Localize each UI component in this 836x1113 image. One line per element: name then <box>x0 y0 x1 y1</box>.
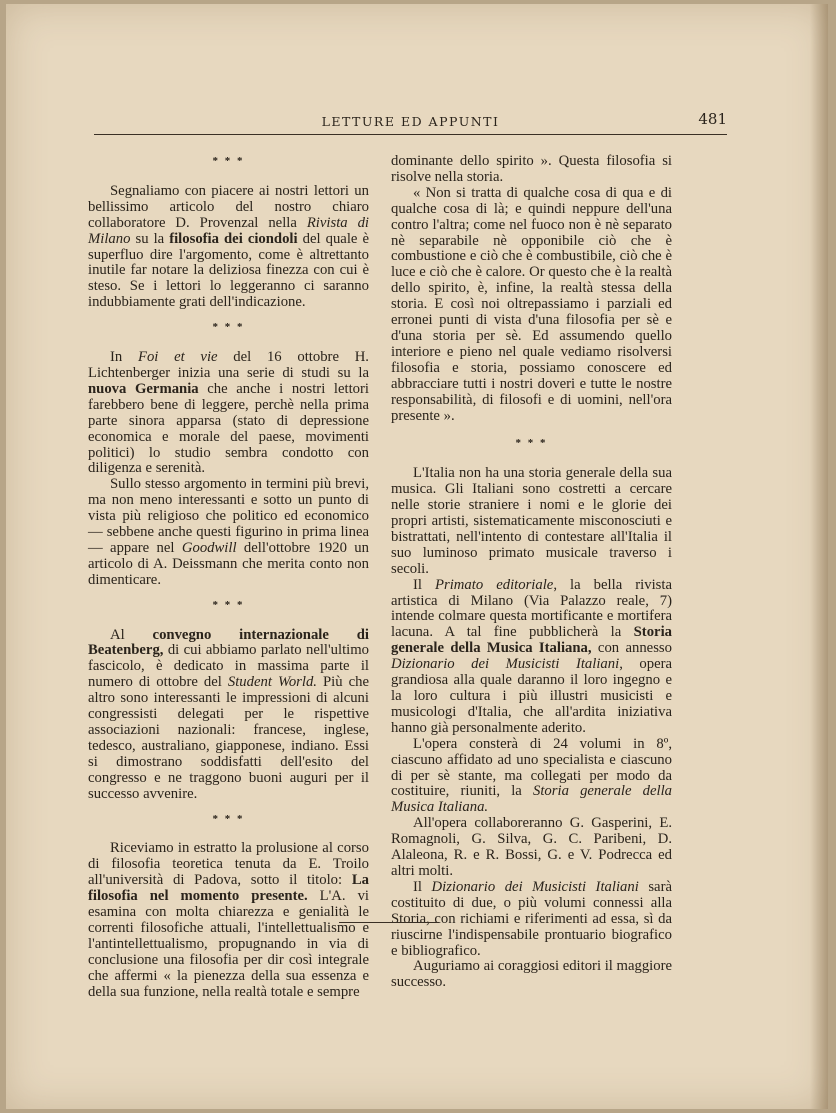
paragraph-troilo-quote: « Non si tratta di qualche cosa di qua e di qualche cosa di là; e quindi neppure dell'una contro l'altra; come nel fuoco non è nè separato nè separabile nè opponibile ciò che è combustione e ciò che è combustibile, ciò che è luce e ciò che è calore. Or questo che è la realtà dello spirito, è, infine, la realtà stessa della storia. E così noi oltrepassiamo i parziali ed erronei punti di vista d'una filosofia per sè e d'una storia per sè. Ed assumendo quello interiore e pieno nel quale vediamo risolversi filosofia e storia, possiamo conoscere ed abbracciare tutti i nostri doveri e tutte le nostre responsabilità, di filosofi e di uomini, nell'ora presente ». <box>391 184 672 424</box>
text-run: , opera grandiosa alla quale daranno il loro ingegno e la loro cultura i più illustri musicisti e musicologi d'Italia, che all'ardita iniziativa hanno già personalmente aderito. <box>391 656 672 736</box>
text-run: , la bella rivista artistica di Milano (Via Palazzo reale, 7) intende colmare questa mortificante e mortifera lacuna. A tal fine pubblicherà la <box>391 576 672 641</box>
italic-title: Dizionario dei Musicisti Italiani <box>391 656 620 673</box>
paragraph-deissmann <box>88 477 369 588</box>
paragraph-dizionario <box>391 880 672 960</box>
paragraph-beatenberg <box>88 628 369 803</box>
section-separator: * * * <box>212 155 245 167</box>
section-separator: * * * <box>212 321 245 334</box>
section-separator: * * * <box>515 437 548 450</box>
italic-title: Primato editoriale <box>435 576 554 593</box>
text-run: del quale è superfluo dire l'argomento, come è altrettanto inutile far notare la deliziosa finezza con cui è steso. Se i lettori lo leggeranno ci saranno indubbiamente grati dell'indicazione. <box>88 230 369 311</box>
text-run: In <box>110 349 138 366</box>
italic-title: Foi et vie <box>137 349 218 366</box>
text-run: Il <box>413 576 436 593</box>
text-run: Sullo stesso argomento in termini più brevi, ma non meno interessanti e sotto un punto di vista più religioso che politico ed economico — sebbene anche questi figurino in prima linea — appare nel <box>88 476 369 556</box>
text-run: del 16 ottobre H. Lichtenberger inizia una serie di studi su la <box>88 349 369 381</box>
paragraph-volumi <box>391 737 672 817</box>
running-header <box>94 110 727 135</box>
italic-title: Rivista di Milano <box>88 214 369 247</box>
text-run: Più che altro sono interessanti le impressioni di alcuni congressisti delegati per le rispettive associazioni nazionali: francese, inglese, tedesco, australiano, giapponese, indiano. Essi si dimostrano soddisfatti dell'esito del congresso e ne traggono buoni auguri per il successo avvenire. <box>88 674 369 802</box>
text-run: che anche i nostri lettori farebbero bene di leggere, perchè nella prima parte sinora apparsa (stato di depressione economica e morale del paese, movimenti politici) lo studio sembra condotto con diligenza e serenità. <box>88 380 369 477</box>
page-number: 481 <box>698 110 727 128</box>
paragraph-collaboratori: All'opera collaboreranno G. Gasperini, E. Romagnoli, G. Silva, G. C. Paribeni, D. Alaleona, R. e R. Bossi, G. e V. Podrecca ed altri molti. <box>391 815 672 879</box>
end-rule <box>339 922 439 923</box>
paragraph-troilo-continued: dominante dello spirito ». Questa filosofia si risolve nella storia. <box>391 153 672 185</box>
scanned-page <box>6 4 828 1109</box>
text-run: L'opera consterà di 24 volumi in 8º, ciascuno affidato ad uno specialista e ciascuno di per sè stante, ma collegati per modo da costituire, riuniti, la <box>391 735 672 800</box>
text-run: sarà costituito di due, o più volumi connessi alla Storia, con richiami e riferimenti ad essa, sì da riuscirne l'indispensabile prontuario biografico e bibliografico. <box>391 878 672 959</box>
left-column <box>88 154 369 1001</box>
italic-title: Student World. <box>227 674 317 691</box>
paragraph-troilo <box>88 841 369 1000</box>
running-title: LETTURE ED APPUNTI <box>321 114 500 129</box>
paragraph-italia-musica: L'Italia non ha una storia generale della sua musica. Gli Italiani sono costretti a cercare nelle storie straniere i nomi e le glorie dei propri artisti, sistematicamente misconosciuti e bistrattati, nell'intento di contestare all'Italia il suo luminoso primato musicale traverso i secoli. <box>391 465 672 577</box>
italic-title: Goodwill <box>181 539 237 556</box>
section-separator: * * * <box>212 598 245 611</box>
italic-title: Storia generale della Musica Italiana. <box>391 783 672 816</box>
text-run: Al <box>110 626 153 643</box>
paragraph-primato-editoriale <box>391 578 672 737</box>
right-column <box>391 154 672 991</box>
italic-title: Dizionario dei Musicisti Italiani <box>431 878 639 895</box>
text-run: su la <box>130 230 170 247</box>
paragraph-provenzal <box>88 184 369 311</box>
text-run: di cui abbiamo parlato nell'ultimo fascicolo, è dedicato in massima parte il numero di ottobre del <box>88 642 369 691</box>
bold-topic: convegno internazionale di Beatenberg, <box>88 626 370 659</box>
text-run: Segnaliamo con piacere ai nostri lettori un bellissimo articolo del nostro chiaro collaboratore D. Provenzal nella <box>88 182 369 231</box>
text-run: dell'ottobre 1920 un articolo di A. Deissmann che merita conto non dimenticare. <box>88 539 369 588</box>
bold-topic: Storia generale della Musica Italiana, <box>391 624 672 657</box>
section-separator: * * * <box>212 812 245 825</box>
bold-topic: La filosofia nel momento presente. <box>88 872 369 905</box>
text-run: Il <box>413 878 432 895</box>
text-run: L'A. vi esamina con molta chiarezza e genialità le correnti filosofiche attuali, l'intellettualismo e l'antintellettualismo, propugnando in via di conclusione una filosofia per dir così integrale che affermi « la pienezza della sua essenza e della sua funzione, nella realtà totale e sempre <box>88 888 369 1000</box>
bold-topic: filosofia dei ciondoli <box>169 230 298 247</box>
bold-topic: nuova Germania <box>88 380 199 397</box>
paragraph-auguri: Auguriamo ai coraggiosi editori il maggiore successo. <box>391 958 673 991</box>
paragraph-lichtenberger <box>88 350 369 477</box>
text-run: con annesso <box>591 640 672 657</box>
text-run: Riceviamo in estratto la prolusione al corso di filosofia teoretica tenuta da E. Troilo all'università di Padova, sotto il titolo: <box>88 840 369 889</box>
